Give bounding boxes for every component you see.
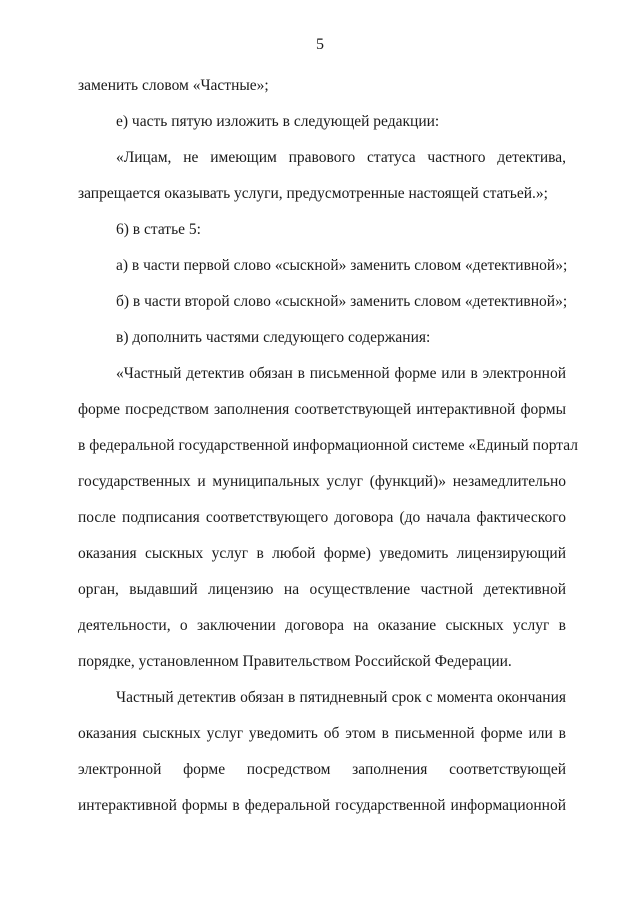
text-line: «Лицам, не имеющим правового статуса частного детектива,	[116, 149, 566, 166]
text-line: заменить словом «Частные»;	[78, 77, 269, 94]
text-line: а) в части первой слово «сыскной» заменить словом «детективной»;	[116, 257, 568, 274]
text-line: 6) в статье 5:	[116, 221, 201, 238]
text-line: государственных и муниципальных услуг (функций)» незамедлительно	[78, 473, 566, 490]
text-line: оказания сыскных услуг уведомить об этом в письменной форме или в	[78, 725, 566, 742]
text-line: интерактивной формы в федеральной государственной информационной	[78, 797, 566, 814]
text-line: Частный детектив обязан в пятидневный срок с момента окончания	[116, 689, 566, 706]
text-line: орган, выдавший лицензию на осуществление частной детективной	[78, 581, 566, 598]
text-line: е) часть пятую изложить в следующей редакции:	[116, 113, 440, 130]
text-line: запрещается оказывать услуги, предусмотренные настоящей статьей.»;	[78, 185, 548, 202]
text-line: форме посредством заполнения соответствующей интерактивной формы	[78, 401, 566, 418]
text-line: б) в части второй слово «сыскной» заменить словом «детективной»;	[116, 293, 568, 310]
text-line: в) дополнить частями следующего содержания:	[116, 329, 431, 346]
text-line: в федеральной государственной информационной системе «Единый портал	[78, 437, 578, 454]
text-line: деятельности, о заключении договора на оказание сыскных услуг в	[78, 617, 566, 634]
text-line: оказания сыскных услуг в любой форме) уведомить лицензирующий	[78, 545, 566, 562]
text-line: после подписания соответствующего договора (до начала фактического	[78, 509, 566, 526]
text-line: порядке, установленном Правительством Российской Федерации.	[78, 653, 512, 670]
text-line: электронной форме посредством заполнения соответствующей	[78, 761, 566, 778]
text-line: «Частный детектив обязан в письменной форме или в электронной	[116, 365, 566, 382]
page-number: 5	[316, 36, 324, 53]
